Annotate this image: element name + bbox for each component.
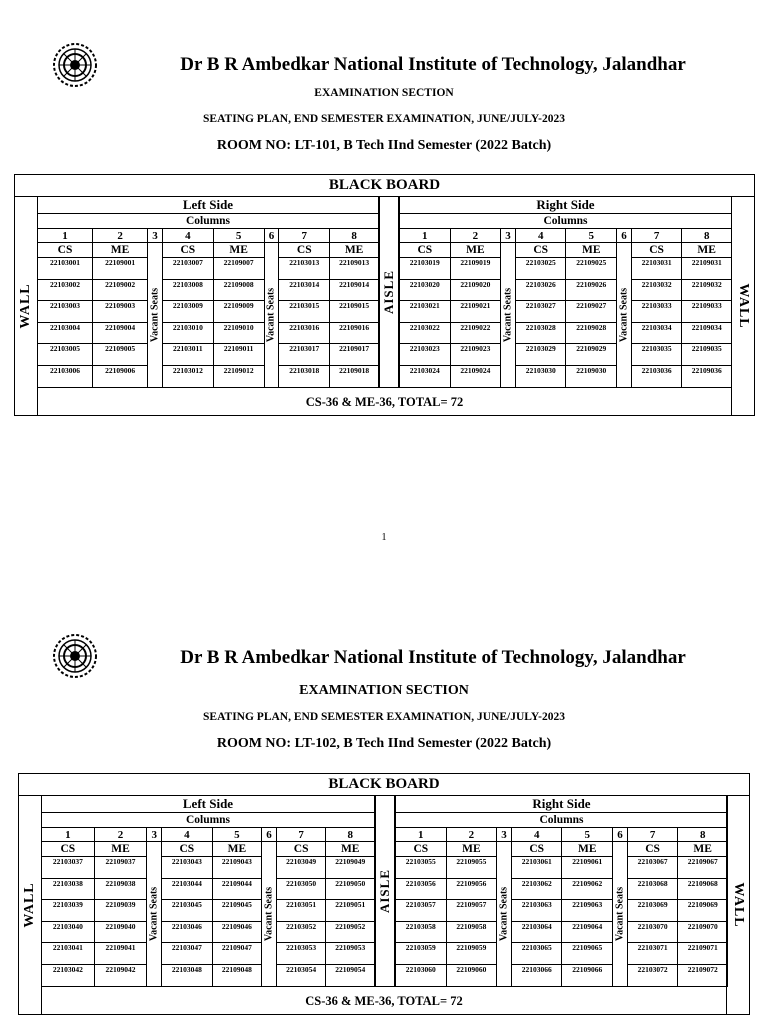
branch-me-header: ME [682, 243, 732, 258]
seat-roll-number: 22103024 [400, 365, 451, 387]
seat-roll-number: 22103004 [38, 322, 93, 344]
column-number: 3 [501, 229, 516, 243]
branch-me-header: ME [446, 842, 497, 857]
seat-roll-number: 22103050 [276, 878, 326, 900]
left-wall [19, 795, 42, 1014]
seat-roll-number: 22109038 [94, 878, 147, 900]
branch-me-header: ME [212, 842, 262, 857]
seat-roll-number: 22103035 [631, 344, 682, 366]
seat-roll-number: 22109021 [450, 301, 501, 323]
seat-roll-number: 22109040 [94, 921, 147, 943]
seat-roll-number: 22103052 [276, 921, 326, 943]
branch-me-header: ME [213, 243, 264, 258]
seat-roll-number: 22109072 [678, 964, 728, 986]
column-number: 5 [566, 229, 617, 243]
column-number: 1 [400, 229, 451, 243]
seat-roll-number: 22103033 [631, 301, 682, 323]
institute-logo-icon [52, 633, 98, 679]
seat-roll-number: 22103028 [515, 322, 566, 344]
seat-roll-number: 22103043 [162, 857, 213, 879]
column-number: 8 [682, 229, 732, 243]
column-number: 3 [148, 229, 163, 243]
seat-roll-number: 22109071 [678, 943, 728, 965]
seat-roll-number: 22109001 [93, 258, 148, 280]
seat-roll-number: 22109044 [212, 878, 262, 900]
branch-me-header: ME [93, 243, 148, 258]
exam-heading: SEATING PLAN, END SEMESTER EXAMINATION, JUNE/JULY-2023 [203, 113, 565, 125]
total-count: CS-36 & ME-36, TOTAL= 72 [41, 986, 727, 1016]
columns-label: Columns [396, 813, 728, 828]
seat-roll-number: 22103001 [38, 258, 93, 280]
seat-roll-number: 22103053 [276, 943, 326, 965]
branch-cs-header: CS [279, 243, 330, 258]
seat-roll-number: 22103068 [627, 878, 678, 900]
seat-roll-number: 22103018 [279, 365, 330, 387]
right-wall [726, 795, 749, 1014]
seat-roll-number: 22103002 [38, 279, 93, 301]
seat-roll-number: 22109015 [330, 301, 379, 323]
seat-roll-number: 22109009 [213, 301, 264, 323]
seat-roll-number: 22109011 [213, 344, 264, 366]
seat-roll-number: 22109059 [446, 943, 497, 965]
seat-roll-number: 22103037 [42, 857, 95, 879]
branch-me-header: ME [562, 842, 613, 857]
seat-roll-number: 22103011 [162, 344, 213, 366]
seat-roll-number: 22103051 [276, 900, 326, 922]
seat-roll-number: 22103019 [400, 258, 451, 280]
seat-roll-number: 22109020 [450, 279, 501, 301]
seat-roll-number: 22109037 [94, 857, 147, 879]
seat-roll-number: 22109013 [330, 258, 379, 280]
seat-roll-number: 22103021 [400, 301, 451, 323]
seat-roll-number: 22109036 [682, 365, 732, 387]
seat-roll-number: 22109062 [562, 878, 613, 900]
column-number: 4 [162, 229, 213, 243]
branch-cs-header: CS [42, 842, 95, 857]
seat-roll-number: 22109063 [562, 900, 613, 922]
seat-roll-number: 22103058 [396, 921, 447, 943]
seat-roll-number: 22109061 [562, 857, 613, 879]
seat-roll-number: 22103045 [162, 900, 213, 922]
seat-roll-number: 22109019 [450, 258, 501, 280]
section-heading: EXAMINATION SECTION [299, 683, 469, 698]
branch-me-header: ME [566, 243, 617, 258]
branch-me-header: ME [450, 243, 501, 258]
seat-roll-number: 22103016 [279, 322, 330, 344]
left-side-title: Left Side [42, 796, 375, 813]
column-number: 2 [94, 828, 147, 842]
column-number: 8 [330, 229, 379, 243]
seat-roll-number: 22109055 [446, 857, 497, 879]
seat-roll-number: 22103060 [396, 964, 447, 986]
column-number: 2 [446, 828, 497, 842]
seat-roll-number: 22103041 [42, 943, 95, 965]
seat-roll-number: 22103067 [627, 857, 678, 879]
seat-roll-number: 22109054 [326, 964, 375, 986]
seat-roll-number: 22103030 [515, 365, 566, 387]
seat-roll-number: 22109067 [678, 857, 728, 879]
column-number: 6 [613, 828, 628, 842]
column-number: 5 [213, 229, 264, 243]
wall-label: WALL [736, 282, 751, 329]
column-number: 4 [162, 828, 213, 842]
column-number: 6 [264, 229, 279, 243]
seating-sheet [14, 174, 755, 416]
branch-me-header: ME [678, 842, 728, 857]
institute-logo-icon [52, 42, 98, 88]
right-side-title: Right Side [400, 197, 732, 214]
vacant-seats-label: Vacant Seats [498, 886, 510, 941]
seat-roll-number: 22109023 [450, 344, 501, 366]
seat-roll-number: 22109041 [94, 943, 147, 965]
seat-roll-number: 22103039 [42, 900, 95, 922]
aisle [379, 196, 399, 387]
branch-cs-header: CS [631, 243, 682, 258]
column-number: 5 [212, 828, 262, 842]
vacant-seats-label: Vacant Seats [149, 287, 161, 342]
seat-roll-number: 22109025 [566, 258, 617, 280]
seat-roll-number: 22109026 [566, 279, 617, 301]
seat-roll-number: 22109017 [330, 344, 379, 366]
seat-roll-number: 22109049 [326, 857, 375, 879]
seat-roll-number: 22109016 [330, 322, 379, 344]
vacant-seats-label: Vacant Seats [618, 287, 630, 342]
seat-roll-number: 22103059 [396, 943, 447, 965]
branch-me-header: ME [326, 842, 375, 857]
aisle-label: AISLE [377, 868, 392, 913]
seat-roll-number: 22103009 [162, 301, 213, 323]
seat-roll-number: 22109066 [562, 964, 613, 986]
seat-roll-number: 22103017 [279, 344, 330, 366]
seat-roll-number: 22109050 [326, 878, 375, 900]
seat-roll-number: 22109045 [212, 900, 262, 922]
seat-roll-number: 22103055 [396, 857, 447, 879]
seat-roll-number: 22103048 [162, 964, 213, 986]
seat-roll-number: 22103007 [162, 258, 213, 280]
right-wall [731, 196, 754, 415]
seat-roll-number: 22109027 [566, 301, 617, 323]
branch-cs-header: CS [396, 842, 447, 857]
vacant-seats-label: Vacant Seats [263, 886, 275, 941]
seat-roll-number: 22103031 [631, 258, 682, 280]
seat-roll-number: 22109046 [212, 921, 262, 943]
seat-roll-number: 22103070 [627, 921, 678, 943]
aisle [375, 795, 395, 986]
column-number: 4 [515, 229, 566, 243]
seat-roll-number: 22103032 [631, 279, 682, 301]
seat-roll-number: 22103054 [276, 964, 326, 986]
seat-roll-number: 22109029 [566, 344, 617, 366]
seat-roll-number: 22109012 [213, 365, 264, 387]
wall-label: WALL [22, 881, 37, 928]
seat-roll-number: 22109043 [212, 857, 262, 879]
seat-roll-number: 22103010 [162, 322, 213, 344]
seat-roll-number: 22109056 [446, 878, 497, 900]
seat-roll-number: 22103071 [627, 943, 678, 965]
columns-label: Columns [42, 813, 375, 828]
right-side-title: Right Side [396, 796, 728, 813]
seat-roll-number: 22109005 [93, 344, 148, 366]
seat-roll-number: 22109064 [562, 921, 613, 943]
seat-roll-number: 22109004 [93, 322, 148, 344]
seat-roll-number: 22103072 [627, 964, 678, 986]
column-number: 4 [511, 828, 562, 842]
column-number: 1 [42, 828, 95, 842]
column-number: 2 [93, 229, 148, 243]
seat-roll-number: 22103046 [162, 921, 213, 943]
seat-roll-number: 22103003 [38, 301, 93, 323]
branch-cs-header: CS [162, 243, 213, 258]
seat-roll-number: 22109010 [213, 322, 264, 344]
column-number: 7 [631, 229, 682, 243]
columns-label: Columns [38, 214, 379, 229]
seat-roll-number: 22103047 [162, 943, 213, 965]
left-side-table [41, 795, 375, 987]
vacant-seats-column [148, 243, 163, 388]
column-number: 5 [562, 828, 613, 842]
left-side-title: Left Side [38, 197, 379, 214]
total-count: CS-36 & ME-36, TOTAL= 72 [37, 387, 732, 417]
seat-roll-number: 22109070 [678, 921, 728, 943]
seat-roll-number: 22109031 [682, 258, 732, 280]
column-number: 3 [147, 828, 162, 842]
seat-roll-number: 22109060 [446, 964, 497, 986]
seat-roll-number: 22109051 [326, 900, 375, 922]
seat-roll-number: 22103062 [511, 878, 562, 900]
seat-roll-number: 22103057 [396, 900, 447, 922]
seat-roll-number: 22109030 [566, 365, 617, 387]
black-board-label: BLACK BOARD [15, 175, 754, 197]
seat-roll-number: 22103005 [38, 344, 93, 366]
seat-roll-number: 22103036 [631, 365, 682, 387]
section-heading: EXAMINATION SECTION [314, 87, 454, 99]
seat-roll-number: 22109028 [566, 322, 617, 344]
branch-cs-header: CS [162, 842, 213, 857]
seat-roll-number: 22109033 [682, 301, 732, 323]
seat-roll-number: 22109039 [94, 900, 147, 922]
seat-roll-number: 22103064 [511, 921, 562, 943]
seat-roll-number: 22109034 [682, 322, 732, 344]
seat-roll-number: 22103012 [162, 365, 213, 387]
seat-roll-number: 22103022 [400, 322, 451, 344]
vacant-seats-label: Vacant Seats [502, 287, 514, 342]
branch-cs-header: CS [276, 842, 326, 857]
column-number: 1 [396, 828, 447, 842]
column-number: 8 [678, 828, 728, 842]
seat-roll-number: 22109068 [678, 878, 728, 900]
seat-roll-number: 22109065 [562, 943, 613, 965]
seat-roll-number: 22103026 [515, 279, 566, 301]
column-number: 2 [450, 229, 501, 243]
column-number: 6 [617, 229, 632, 243]
seat-roll-number: 22109057 [446, 900, 497, 922]
left-wall [15, 196, 38, 415]
institute-title: Dr B R Ambedkar National Institute of Technology, Jalandhar [180, 647, 686, 668]
seat-roll-number: 22109022 [450, 322, 501, 344]
seat-roll-number: 22109018 [330, 365, 379, 387]
columns-label: Columns [400, 214, 732, 229]
branch-cs-header: CS [627, 842, 678, 857]
page-number: 1 [381, 532, 387, 543]
room-heading: ROOM NO: LT-101, B Tech IInd Semester (2022 Batch) [216, 138, 552, 153]
seat-roll-number: 22103014 [279, 279, 330, 301]
vacant-seats-column [264, 243, 279, 388]
seat-roll-number: 22109053 [326, 943, 375, 965]
branch-cs-header: CS [400, 243, 451, 258]
seat-roll-number: 22109058 [446, 921, 497, 943]
seat-roll-number: 22103006 [38, 365, 93, 387]
seat-roll-number: 22109008 [213, 279, 264, 301]
seat-roll-number: 22109032 [682, 279, 732, 301]
seat-roll-number: 22103023 [400, 344, 451, 366]
right-side-table [395, 795, 728, 987]
black-board-label: BLACK BOARD [19, 774, 749, 796]
seat-roll-number: 22109003 [93, 301, 148, 323]
seating-sheet [18, 773, 750, 1015]
seat-roll-number: 22103034 [631, 322, 682, 344]
branch-cs-header: CS [511, 842, 562, 857]
vacant-seats-column [497, 842, 512, 987]
seat-roll-number: 22109047 [212, 943, 262, 965]
column-number: 6 [262, 828, 277, 842]
branch-me-header: ME [330, 243, 379, 258]
exam-heading: SEATING PLAN, END SEMESTER EXAMINATION, JUNE/JULY-2023 [203, 711, 565, 723]
seat-roll-number: 22103008 [162, 279, 213, 301]
seat-roll-number: 22103066 [511, 964, 562, 986]
seat-roll-number: 22103025 [515, 258, 566, 280]
right-side-table [399, 196, 732, 388]
seat-roll-number: 22103069 [627, 900, 678, 922]
column-number: 3 [497, 828, 512, 842]
seat-roll-number: 22103013 [279, 258, 330, 280]
vacant-seats-column [262, 842, 277, 987]
column-number: 8 [326, 828, 375, 842]
seat-roll-number: 22109042 [94, 964, 147, 986]
column-number: 1 [38, 229, 93, 243]
seat-roll-number: 22109069 [678, 900, 728, 922]
seat-roll-number: 22109035 [682, 344, 732, 366]
column-number: 7 [627, 828, 678, 842]
seat-roll-number: 22109024 [450, 365, 501, 387]
seat-roll-number: 22103038 [42, 878, 95, 900]
seat-roll-number: 22103029 [515, 344, 566, 366]
column-number: 7 [279, 229, 330, 243]
seat-roll-number: 22103049 [276, 857, 326, 879]
seat-roll-number: 22103015 [279, 301, 330, 323]
seat-roll-number: 22109006 [93, 365, 148, 387]
seat-roll-number: 22109014 [330, 279, 379, 301]
seat-roll-number: 22109052 [326, 921, 375, 943]
branch-me-header: ME [94, 842, 147, 857]
vacant-seats-column [617, 243, 632, 388]
room-heading: ROOM NO: LT-102, B Tech IInd Semester (2022 Batch) [216, 736, 552, 751]
seat-roll-number: 22103020 [400, 279, 451, 301]
vacant-seats-label: Vacant Seats [265, 287, 277, 342]
column-number: 7 [276, 828, 326, 842]
vacant-seats-column [501, 243, 516, 388]
seat-roll-number: 22103027 [515, 301, 566, 323]
seat-roll-number: 22109048 [212, 964, 262, 986]
vacant-seats-label: Vacant Seats [148, 886, 160, 941]
seat-roll-number: 22109007 [213, 258, 264, 280]
vacant-seats-label: Vacant Seats [614, 886, 626, 941]
institute-title: Dr B R Ambedkar National Institute of Technology, Jalandhar [180, 54, 686, 75]
seat-roll-number: 22103061 [511, 857, 562, 879]
seat-roll-number: 22103040 [42, 921, 95, 943]
seat-roll-number: 22109002 [93, 279, 148, 301]
wall-label: WALL [18, 282, 33, 329]
left-side-table [37, 196, 379, 388]
seat-roll-number: 22103065 [511, 943, 562, 965]
branch-cs-header: CS [515, 243, 566, 258]
vacant-seats-column [613, 842, 628, 987]
aisle-label: AISLE [381, 269, 396, 314]
seat-roll-number: 22103063 [511, 900, 562, 922]
seat-roll-number: 22103056 [396, 878, 447, 900]
seat-roll-number: 22103044 [162, 878, 213, 900]
wall-label: WALL [731, 881, 746, 928]
vacant-seats-column [147, 842, 162, 987]
seat-roll-number: 22103042 [42, 964, 95, 986]
branch-cs-header: CS [38, 243, 93, 258]
